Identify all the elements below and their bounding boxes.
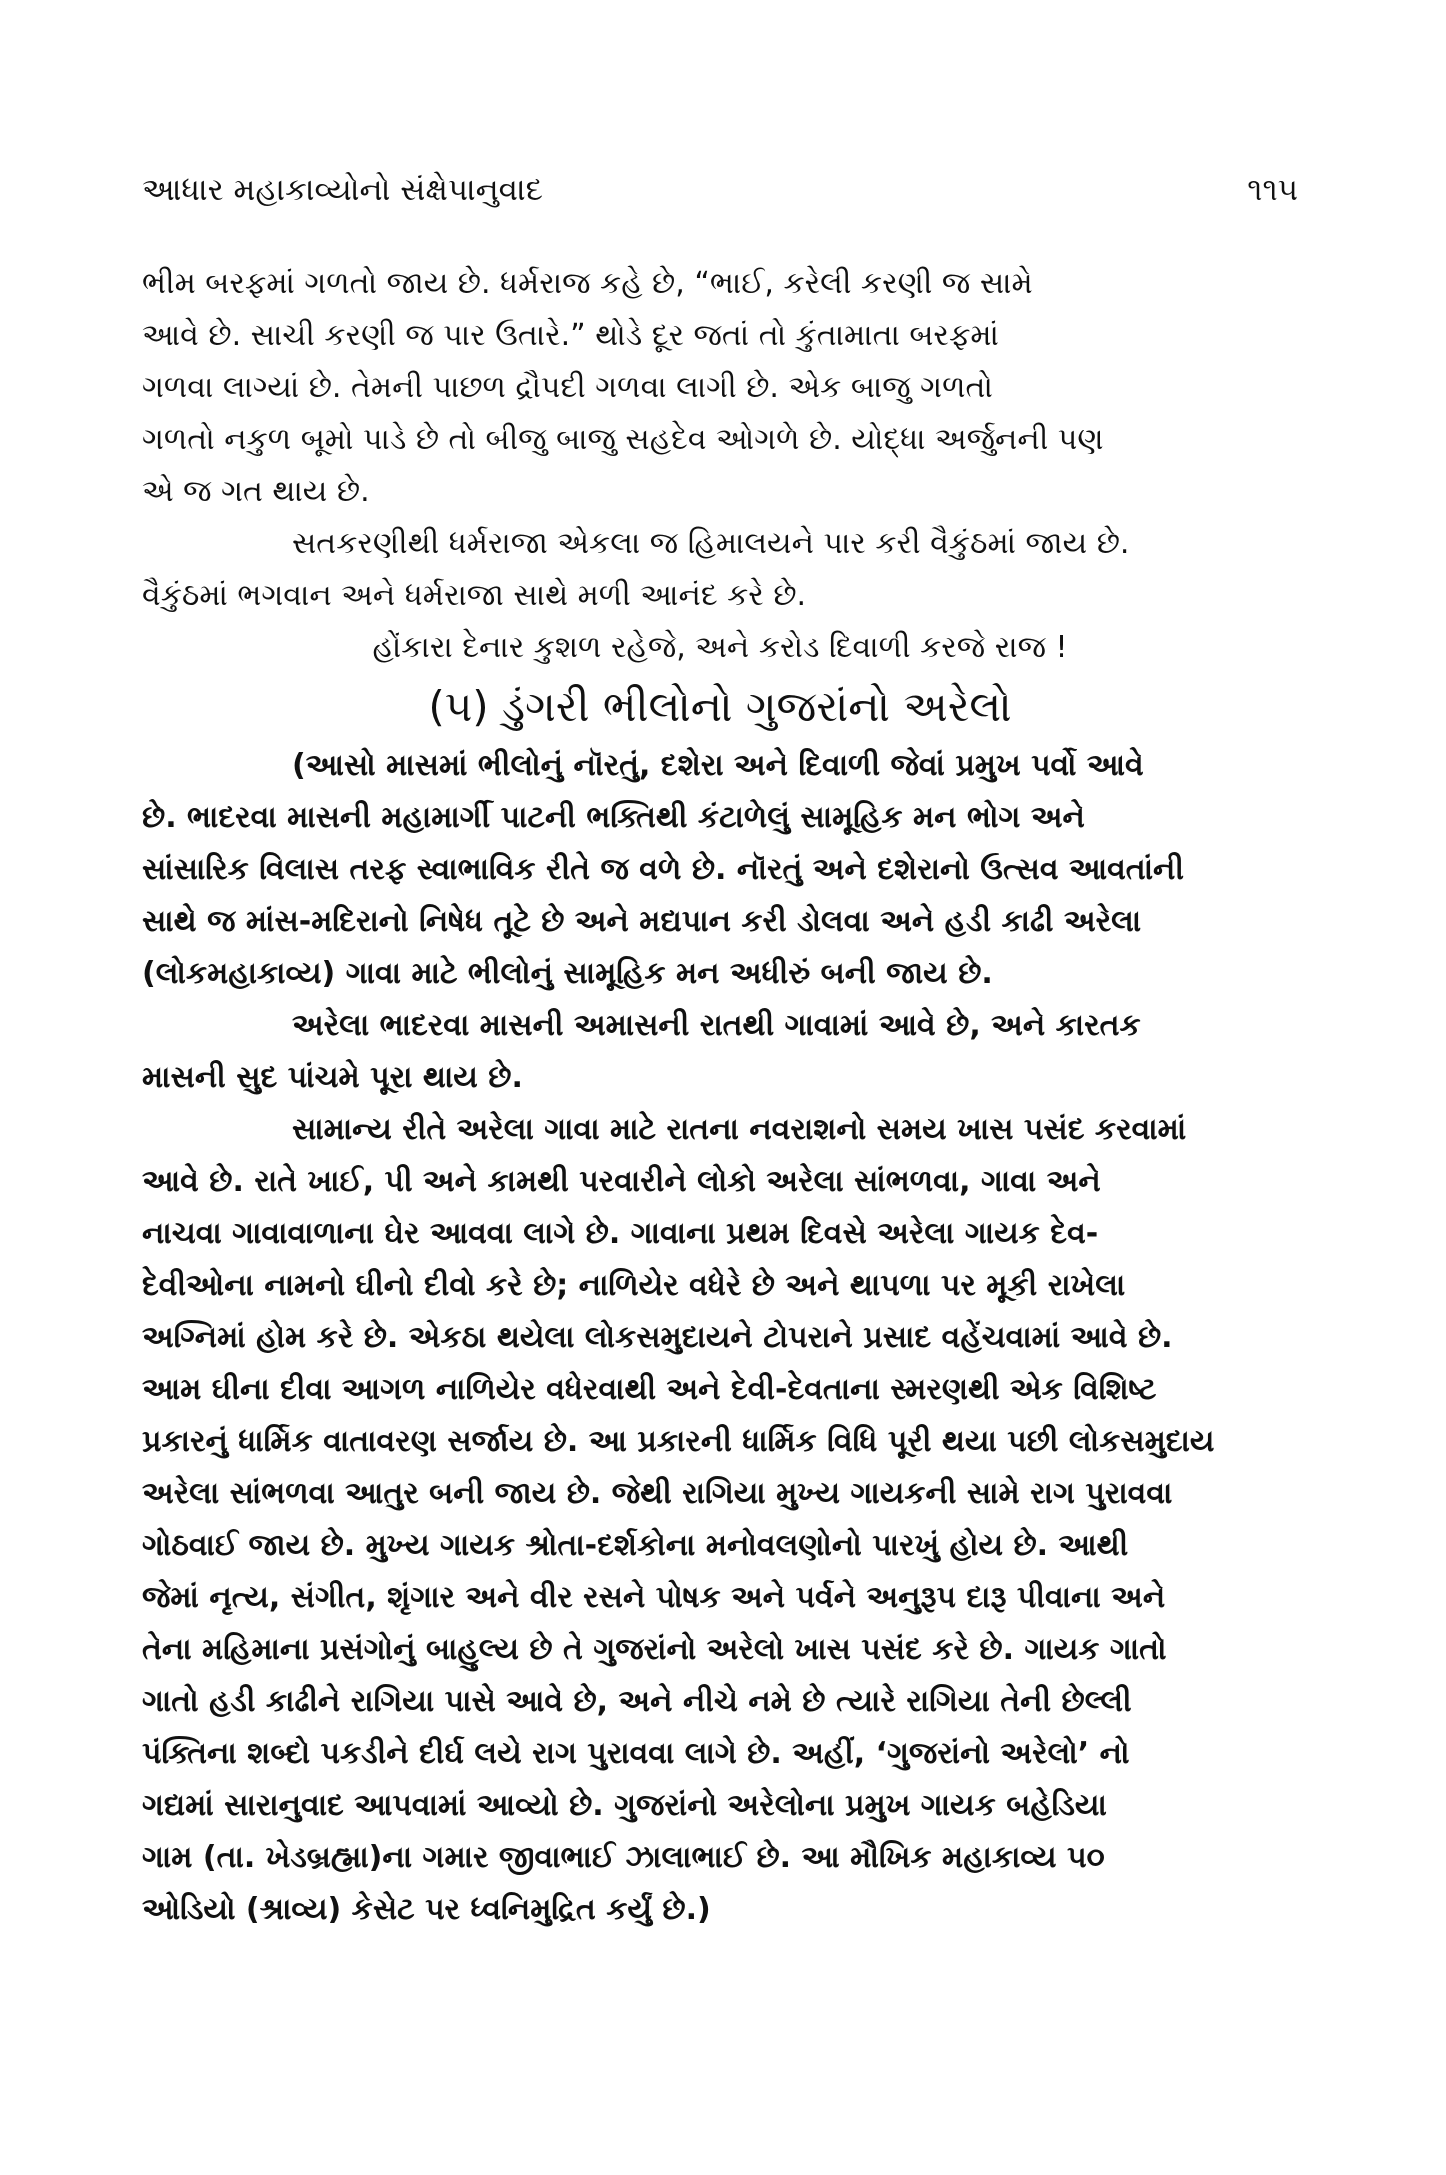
text-line: જેમાં નૃત્ય, સંગીત, શૃંગાર અને વીર રસને પોષક અને પર્વને અનુરૂપ દારૂ પીવાના અને: [142, 1580, 1166, 1615]
text-line: ગોઠવાઈ જાય છે. મુખ્ય ગાયક શ્રોતા-દર્શકોના મનોવલણોનો પારખું હોય છે. આથી: [142, 1528, 1129, 1563]
text-line: ગાતો હડી કાઢીને રાગિયા પાસે આવે છે, અને નીચે નમે છે ત્યારે રાગિયા તેની છેલ્લી: [142, 1684, 1132, 1719]
text-line: પંક્તિના શબ્દો પકડીને દીર્ઘ લયે રાગ પુરાવવા લાગે છે. અહીં, ‘ગુજરાંનો અરેલો’ નો: [142, 1736, 1130, 1771]
text-line: (લોકમહાકાવ્ય) ગાવા માટે ભીલોનું સામૂહિક મન અધીરું બની જાય છે.: [142, 956, 993, 991]
running-header: [142, 172, 1298, 220]
text-line: ગળવા લાગ્યાં છે. તેમની પાછળ દ્રૌપદી ગળવા લાગી છે. એક બાજુ ગળતો: [142, 370, 993, 405]
text-line: માસની સુદ પાંચમે પૂરા થાય છે.: [142, 1060, 523, 1095]
text-line: ઓડિયો (શ્રાવ્ય) કેસેટ પર ધ્વનિમુદ્રિત કર્યું છે.): [142, 1892, 711, 1927]
paragraph-continuation: [142, 258, 1298, 518]
intro-paragraph-festivals: [142, 740, 1298, 1000]
text-line: અગ્નિમાં હોમ કરે છે. એકઠા થયેલા લોકસમુદાયને ટોપરાને પ્રસાદ વહેંચવામાં આવે છે.: [142, 1320, 1173, 1355]
text-line: નાચવા ગાવાવાળાના ઘેર આવવા લાગે છે. ગાવાના પ્રથમ દિવસે અરેલા ગાયક દેવ-: [142, 1216, 1099, 1251]
text-line: સામાન્ય રીતે અરેલા ગાવા માટે રાતના નવરાશનો સમય ખાસ પસંદ કરવામાં: [292, 1112, 1187, 1147]
running-title: આધાર મહાકાવ્યોનો સંક્ષેપાનુવાદ: [142, 172, 543, 208]
text-line: આમ ઘીના દીવા આગળ નાળિયેર વધેરવાથી અને દેવી-દેવતાના સ્મરણથી એક વિશિષ્ટ: [142, 1372, 1157, 1407]
text-line: સાથે જ માંસ-મદિરાનો નિષેધ તૂટે છે અને મદ્યપાન કરી ડોલવા અને હડી કાઢી અરેલા: [142, 904, 1142, 939]
text-line: વૈકુંઠમાં ભગવાન અને ધર્મરાજા સાથે મળી આનંદ કરે છે.: [142, 578, 807, 613]
body-text: [142, 258, 1298, 1936]
text-line: એ જ ગત થાય છે.: [142, 474, 370, 509]
paragraph-dharmaraja: [142, 518, 1298, 622]
text-line: આવે છે. રાતે ખાઈ, પી અને કામથી પરવારીને લોકો અરેલા સાંભળવા, ગાવા અને: [142, 1164, 1101, 1199]
text-line: અરેલા સાંભળવા આતુર બની જાય છે. જેથી રાગિયા મુખ્ય ગાયકની સામે રાગ પુરાવવા: [142, 1476, 1173, 1511]
text-line: છે. ભાદરવા માસની મહામાર્ગી પાટની ભક્તિથી કંટાળેલું સામૂહિક મન ભોગ અને: [142, 800, 1085, 835]
text-line: ભીમ બરફમાં ગળતો જાય છે. ધર્મરાજ કહે છે, “ભાઈ, કરેલી કરણી જ સામે: [142, 266, 1033, 301]
closing-line: હોંકારા દેનાર કુશળ રહેજે, અને કરોડ દિવાળી કરજે રાજ !: [372, 630, 1068, 665]
text-line: સતકરણીથી ધર્મરાજા એકલા જ હિમાલયને પાર કરી વૈકુંઠમાં જાય છે.: [292, 526, 1130, 561]
intro-paragraph-performance: [142, 1104, 1298, 1936]
text-line: ગામ (તા. ખેડબ્રહ્મા)ના ગમાર જીવાભાઈ ઝાલાભાઈ છે. આ મૌખિક મહાકાવ્ય ૫૦: [142, 1840, 1105, 1875]
text-line: ગળતો નકુળ બૂમો પાડે છે તો બીજુ બાજુ સહદેવ ઓગળે છે. યોદ્ધા અર્જુનની પણ: [142, 422, 1104, 457]
text-line: (આસો માસમાં ભીલોનું નૉરતું, દશેરા અને દિવાળી જેવાં પ્રમુખ પર્વો આવે: [292, 748, 1144, 783]
page-number: ૧૧૫: [1247, 172, 1298, 208]
section-title: (૫) ડુંગરી ભીલોનો ગુજરાંનો અરેલો: [428, 682, 1012, 731]
text-line: દેવીઓના નામનો ઘીનો દીવો કરે છે; નાળિયેર વધેરે છે અને થાપળા પર મૂકી રાખેલા: [142, 1268, 1126, 1303]
text-line: અરેલા ભાદરવા માસની અમાસની રાતથી ગાવામાં આવે છે, અને કારતક: [292, 1008, 1141, 1043]
text-line: પ્રકારનું ધાર્મિક વાતાવરણ સર્જાય છે. આ પ્રકારની ધાર્મિક વિધિ પૂરી થયા પછી લોકસમુદાય: [142, 1424, 1215, 1459]
intro-paragraph-season: [142, 1000, 1298, 1104]
text-line: આવે છે. સાચી કરણી જ પાર ઉતારે.” થોડે દૂર જતાં તો કુંતામાતા બરફમાં: [142, 318, 999, 353]
text-line: તેના મહિમાના પ્રસંગોનું બાહુલ્ય છે તે ગુજરાંનો અરેલો ખાસ પસંદ કરે છે. ગાયક ગાતો: [142, 1632, 1167, 1667]
text-line: સાંસારિક વિલાસ તરફ સ્વાભાવિક રીતે જ વળે છે. નૉરતું અને દશેરાનો ઉત્સવ આવતાંની: [142, 852, 1184, 887]
text-line: ગદ્યમાં સારાનુવાદ આપવામાં આવ્યો છે. ગુજરાંનો અરેલોના પ્રમુખ ગાયક બહેડિયા: [142, 1788, 1107, 1823]
